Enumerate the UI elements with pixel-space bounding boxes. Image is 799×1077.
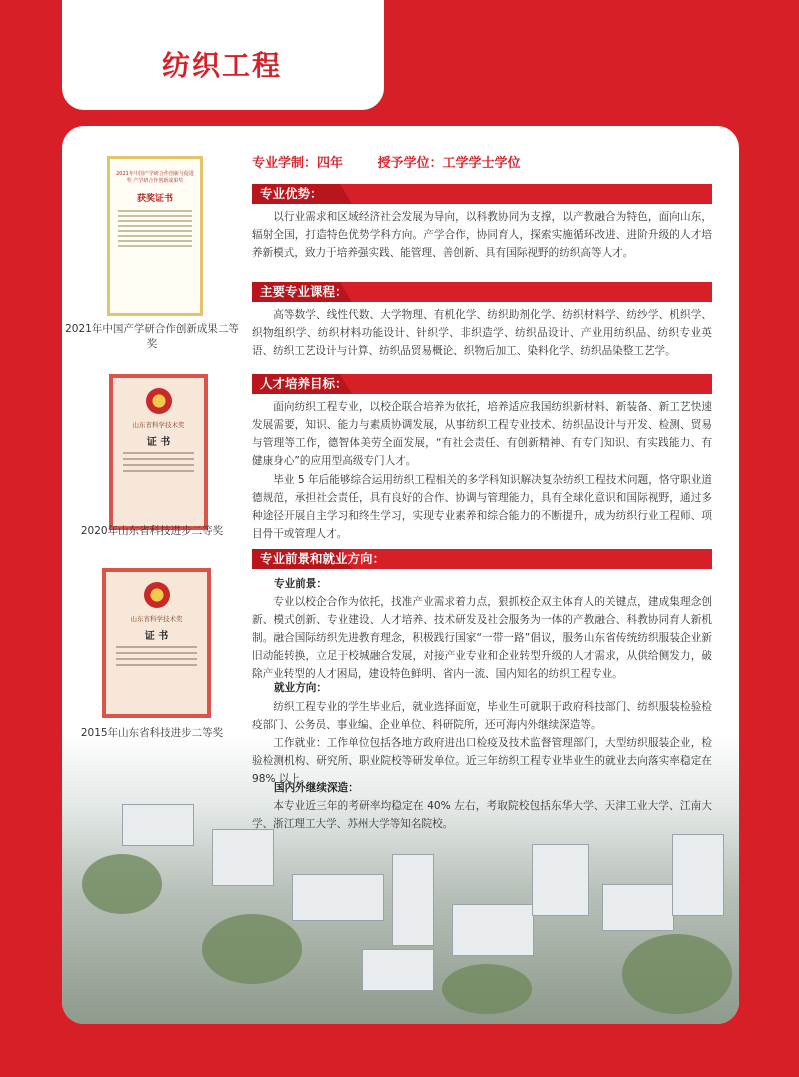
prospects-paragraph: 专业以校企合作为依托，找准产业需求着力点，狠抓校企双主体育人的关键点，建成集理念创新、模式创新、专业建设、人才培养、技术研发及社会服务为一体的产教融合、科教协同育人新机制。融合国际纺织先进教育理念，积极践行国家“一带一路”倡议，服务山东省传统纺织服装企业新旧动能转换，立足于校城融合发展，对接产业专业和企业转型升级的人才需求，从供给侧发力，破除产业转型的人才困局，建设特色鲜明、省内一流、国内知名的纺织工程专业。 [252, 596, 712, 680]
certificate-caption: 2021年中国产学研合作创新成果二等奖 [65, 323, 239, 350]
certificate-caption: 2015年山东省科技进步二等奖 [80, 727, 224, 739]
national-emblem-icon [144, 582, 170, 608]
certificate-title: 证 书 [144, 631, 169, 642]
title-card [62, 0, 384, 110]
program-meta [252, 152, 551, 171]
certificate-image [102, 568, 211, 718]
section-title: 主要专业课程： [260, 284, 348, 299]
work-paragraph: 工作就业：工作单位包括各地方政府进出口检疫及技术监督管理部门，大型纺织服装企业，检验检测机构、研究所、职业院校等研发单位。近三年纺织工程专业毕业生的就业去向落实率稳定在 98% 以上。 [252, 737, 712, 785]
section-title: 专业优势： [260, 186, 323, 201]
certificate-heading: 山东省科学技术奖 [130, 615, 183, 623]
further-study-subheading: 国内外继续深造： [274, 782, 359, 794]
goals-paragraph-2: 毕业 5 年后能够综合运用纺织工程相关的多学科知识解决复杂纺织工程技术问题，恪守职业道德规范，承担社会责任，具有良好的合作、协调与管理能力，具有全球化意识和国际视野，通过多种途径开展自主学习和终生学习，实现专业素养和综合能力的不断提升，成为纺织行业工程师、项目骨干或管理人才。 [252, 474, 712, 540]
section-header-goals [252, 374, 712, 394]
section-header-prospects [252, 549, 712, 569]
prospects-subheading: 专业前景： [274, 578, 327, 590]
page-title: 纺织工程 [162, 49, 283, 82]
certificate-image [107, 156, 203, 316]
certificate-title: 证 书 [146, 437, 171, 448]
section-header-advantage [252, 184, 712, 204]
further-study-paragraph: 本专业近三年的考研率均稳定在 40% 左右，考取院校包括东华大学、天津工业大学、江南大学、浙江理工大学、苏州大学等知名院校。 [252, 800, 712, 830]
program-duration: 专业学制：四年 [252, 156, 344, 171]
courses-text: 高等数学、线性代数、大学物理、有机化学、纺织助剂化学、纺织材料学、纺纱学、机织学、织物组织学、纺织材料功能设计、针织学、非织造学、纺织品设计、产业用纺织品、纺织专业英语、纺织工艺设计与计算、纺织品贸易概论、织物后加工、染料化学、纺织品染整工艺学。 [252, 309, 712, 357]
advantage-text: 以行业需求和区域经济社会发展为导向，以科教协同为支撑，以产教融合为特色，面向山东，辐射全国，打造特色优势学科方向。产学合作，协同育人，探索实施循环改进、进阶升级的人才培养新模式，致力于培养强实践、能管理、善创新、具有国际视野的纺织高等人才。 [252, 211, 712, 259]
certificate-image [109, 374, 208, 530]
program-degree: 授予学位：工学学士学位 [377, 156, 521, 171]
employment-paragraph: 纺织工程专业的学生毕业后，就业选择面宽，毕业生可就职于政府科技部门、纺织服装检验检疫部门、公务员、事业编、企业单位、科研院所，还可海内外继续深造等。 [252, 701, 712, 731]
content-panel [62, 126, 739, 1024]
certificate-title: 获奖证书 [136, 194, 173, 204]
certificate-heading: 2021年中国产学研合作创新与促进奖 产学研合作创新成果奖 [116, 171, 194, 184]
section-title: 人才培养目标： [260, 376, 348, 391]
section-header-courses [252, 282, 712, 302]
certificate-heading: 山东省科学技术奖 [132, 421, 185, 429]
employment-subheading: 就业方向： [274, 682, 327, 694]
section-title: 专业前景和就业方向： [260, 551, 386, 566]
certificate-caption: 2020年山东省科技进步二等奖 [80, 525, 224, 537]
national-emblem-icon [146, 388, 172, 414]
goals-paragraph-1: 面向纺织工程专业，以校企联合培养为依托，培养适应我国纺织新材料、新装备、新工艺快速发展需要，知识、能力与素质协调发展，从事纺织工程专业技术、纺织品设计与开发、检测、贸易与管理等工作，德智体美劳全面发展，“有社会责任、有创新精神、有专门知识、有实践能力、有健康身心”的应用型高级专门人才。 [252, 401, 712, 467]
